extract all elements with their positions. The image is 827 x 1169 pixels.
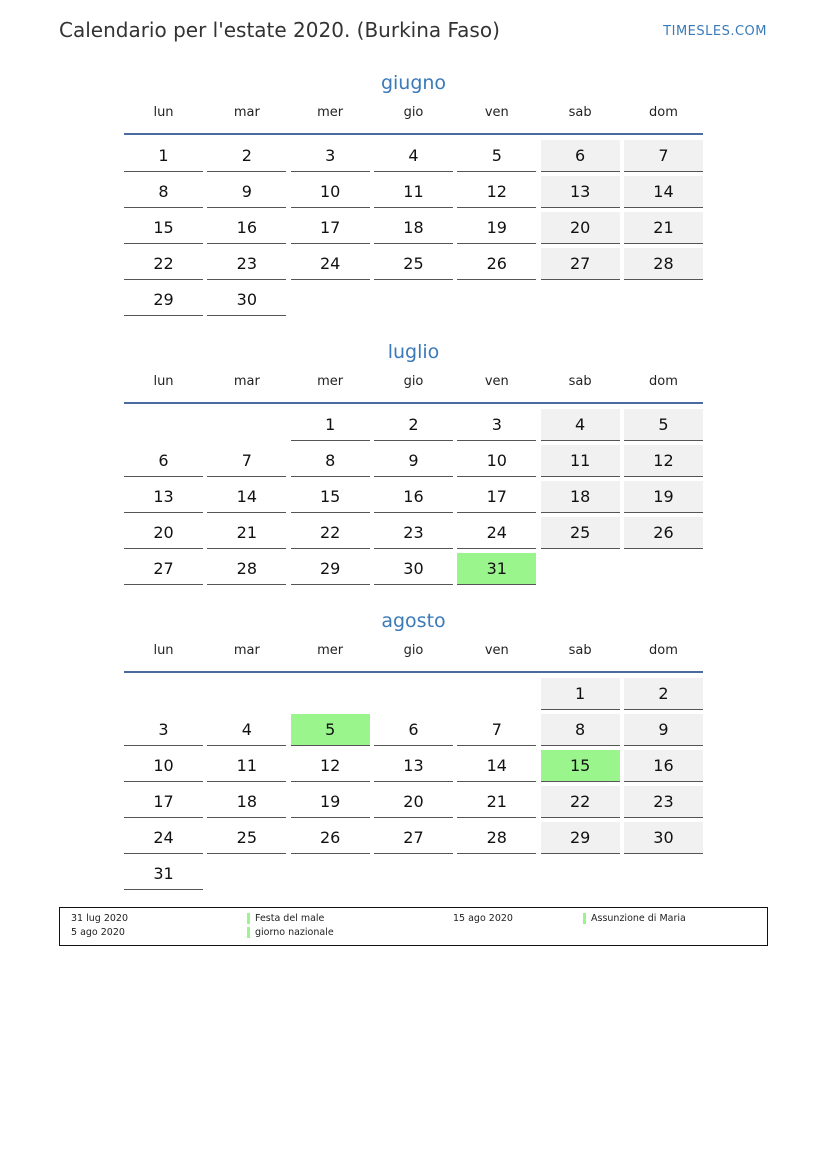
day-cell: 7	[207, 445, 286, 477]
day-cell: 1	[541, 678, 620, 710]
weekday-label: lun	[153, 105, 174, 120]
empty-cell	[207, 678, 286, 709]
day-grid	[124, 409, 703, 589]
day-cell: 5	[457, 140, 536, 172]
day-cell: 22	[124, 248, 203, 280]
day-cell: 16	[624, 750, 703, 782]
weekday-header	[124, 642, 703, 666]
day-cell: 14	[457, 750, 536, 782]
day-cell: 21	[207, 517, 286, 549]
weekday-label: mer	[317, 105, 344, 120]
day-cell: 6	[124, 445, 203, 477]
legend-date: 15 ago 2020	[453, 913, 513, 924]
day-cell: 26	[457, 248, 536, 280]
day-cell: 17	[457, 481, 536, 513]
day-cell: 4	[207, 714, 286, 746]
day-cell: 6	[374, 714, 453, 746]
day-cell: 16	[207, 212, 286, 244]
day-cell: 20	[124, 517, 203, 549]
day-cell: 25	[374, 248, 453, 280]
weekday-label: sab	[568, 105, 592, 120]
empty-cell	[374, 678, 453, 709]
day-grid	[124, 140, 703, 320]
day-cell: 4	[374, 140, 453, 172]
day-cell: 20	[541, 212, 620, 244]
day-cell: 15	[124, 212, 203, 244]
day-cell: 21	[624, 212, 703, 244]
day-cell: 2	[207, 140, 286, 172]
day-cell: 23	[624, 786, 703, 818]
day-cell: 13	[124, 481, 203, 513]
legend-holiday-name: giorno nazionale	[255, 927, 334, 938]
day-cell: 30	[624, 822, 703, 854]
day-cell: 9	[374, 445, 453, 477]
day-cell: 7	[457, 714, 536, 746]
day-cell: 18	[207, 786, 286, 818]
day-cell: 29	[541, 822, 620, 854]
day-cell: 13	[374, 750, 453, 782]
day-cell: 6	[541, 140, 620, 172]
day-cell: 19	[291, 786, 370, 818]
day-cell: 11	[374, 176, 453, 208]
day-cell: 25	[541, 517, 620, 549]
weekday-label: mer	[317, 374, 344, 389]
day-cell: 24	[124, 822, 203, 854]
day-cell: 27	[124, 553, 203, 585]
holiday-color-swatch	[583, 913, 586, 924]
legend-date: 31 lug 2020	[71, 913, 128, 924]
day-cell: 25	[207, 822, 286, 854]
weekday-label: dom	[649, 374, 678, 389]
day-cell: 9	[207, 176, 286, 208]
day-cell: 28	[207, 553, 286, 585]
weekday-header	[124, 104, 703, 128]
holiday-day-cell: 15	[541, 750, 620, 782]
day-cell: 10	[124, 750, 203, 782]
day-cell: 30	[207, 284, 286, 316]
day-cell: 29	[124, 284, 203, 316]
day-cell: 8	[291, 445, 370, 477]
holiday-color-swatch	[247, 913, 250, 924]
weekday-label: gio	[403, 374, 424, 389]
day-cell: 22	[291, 517, 370, 549]
day-cell: 18	[374, 212, 453, 244]
day-cell: 19	[624, 481, 703, 513]
day-cell: 2	[624, 678, 703, 710]
header-divider	[124, 402, 703, 404]
day-cell: 19	[457, 212, 536, 244]
day-cell: 16	[374, 481, 453, 513]
weekday-label: mar	[233, 643, 260, 658]
empty-cell	[291, 678, 370, 709]
weekday-header	[124, 373, 703, 397]
legend-holiday-name: Festa del male	[255, 913, 325, 924]
weekday-label: mar	[233, 374, 260, 389]
day-cell: 17	[291, 212, 370, 244]
day-cell: 1	[291, 409, 370, 441]
day-cell: 2	[374, 409, 453, 441]
day-cell: 11	[541, 445, 620, 477]
month-title: luglio	[387, 341, 440, 363]
day-cell: 4	[541, 409, 620, 441]
empty-cell	[207, 409, 286, 440]
day-cell: 18	[541, 481, 620, 513]
day-cell: 14	[624, 176, 703, 208]
month-title: agosto	[381, 610, 446, 632]
day-cell: 15	[291, 481, 370, 513]
weekday-label: lun	[153, 374, 174, 389]
weekday-label: dom	[649, 105, 678, 120]
day-cell: 30	[374, 553, 453, 585]
day-cell: 10	[457, 445, 536, 477]
empty-cell	[124, 678, 203, 709]
day-cell: 17	[124, 786, 203, 818]
weekday-label: ven	[484, 105, 509, 120]
day-cell: 28	[624, 248, 703, 280]
day-cell: 22	[541, 786, 620, 818]
day-cell: 27	[374, 822, 453, 854]
weekday-label: sab	[568, 643, 592, 658]
weekday-label: lun	[153, 643, 174, 658]
legend-date: 5 ago 2020	[71, 927, 125, 938]
weekday-label: ven	[484, 643, 509, 658]
day-cell: 3	[124, 714, 203, 746]
day-cell: 29	[291, 553, 370, 585]
month-june	[124, 70, 703, 320]
day-cell: 20	[374, 786, 453, 818]
page-title: Calendario per l'estate 2020. (Burkina Faso)	[59, 18, 500, 42]
legend-holiday-name: Assunzione di Maria	[591, 913, 686, 924]
holiday-legend	[59, 907, 768, 946]
day-cell: 9	[624, 714, 703, 746]
weekday-label: ven	[484, 374, 509, 389]
day-cell: 31	[124, 858, 203, 890]
day-cell: 21	[457, 786, 536, 818]
day-cell: 12	[291, 750, 370, 782]
day-cell: 24	[291, 248, 370, 280]
day-cell: 3	[291, 140, 370, 172]
day-cell: 14	[207, 481, 286, 513]
empty-cell	[124, 409, 203, 440]
weekday-label: mer	[317, 643, 344, 658]
day-cell: 23	[207, 248, 286, 280]
weekday-label: sab	[568, 374, 592, 389]
day-cell: 1	[124, 140, 203, 172]
day-cell: 5	[624, 409, 703, 441]
day-cell: 26	[624, 517, 703, 549]
month-july	[124, 339, 703, 589]
weekday-label: mar	[233, 105, 260, 120]
day-cell: 13	[541, 176, 620, 208]
brand-link[interactable]: TIMESLES.COM	[663, 24, 767, 39]
day-grid	[124, 678, 703, 894]
holiday-day-cell: 5	[291, 714, 370, 746]
day-cell: 7	[624, 140, 703, 172]
day-cell: 8	[124, 176, 203, 208]
weekday-label: gio	[403, 643, 424, 658]
day-cell: 24	[457, 517, 536, 549]
day-cell: 12	[624, 445, 703, 477]
weekday-label: gio	[403, 105, 424, 120]
header-divider	[124, 133, 703, 135]
day-cell: 26	[291, 822, 370, 854]
day-cell: 11	[207, 750, 286, 782]
day-cell: 23	[374, 517, 453, 549]
day-cell: 12	[457, 176, 536, 208]
day-cell: 27	[541, 248, 620, 280]
weekday-label: dom	[649, 643, 678, 658]
day-cell: 8	[541, 714, 620, 746]
day-cell: 3	[457, 409, 536, 441]
holiday-color-swatch	[247, 927, 250, 938]
empty-cell	[457, 678, 536, 709]
month-title: giugno	[380, 72, 447, 94]
day-cell: 10	[291, 176, 370, 208]
month-august	[124, 608, 703, 894]
day-cell: 28	[457, 822, 536, 854]
holiday-day-cell: 31	[457, 553, 536, 585]
header-divider	[124, 671, 703, 673]
